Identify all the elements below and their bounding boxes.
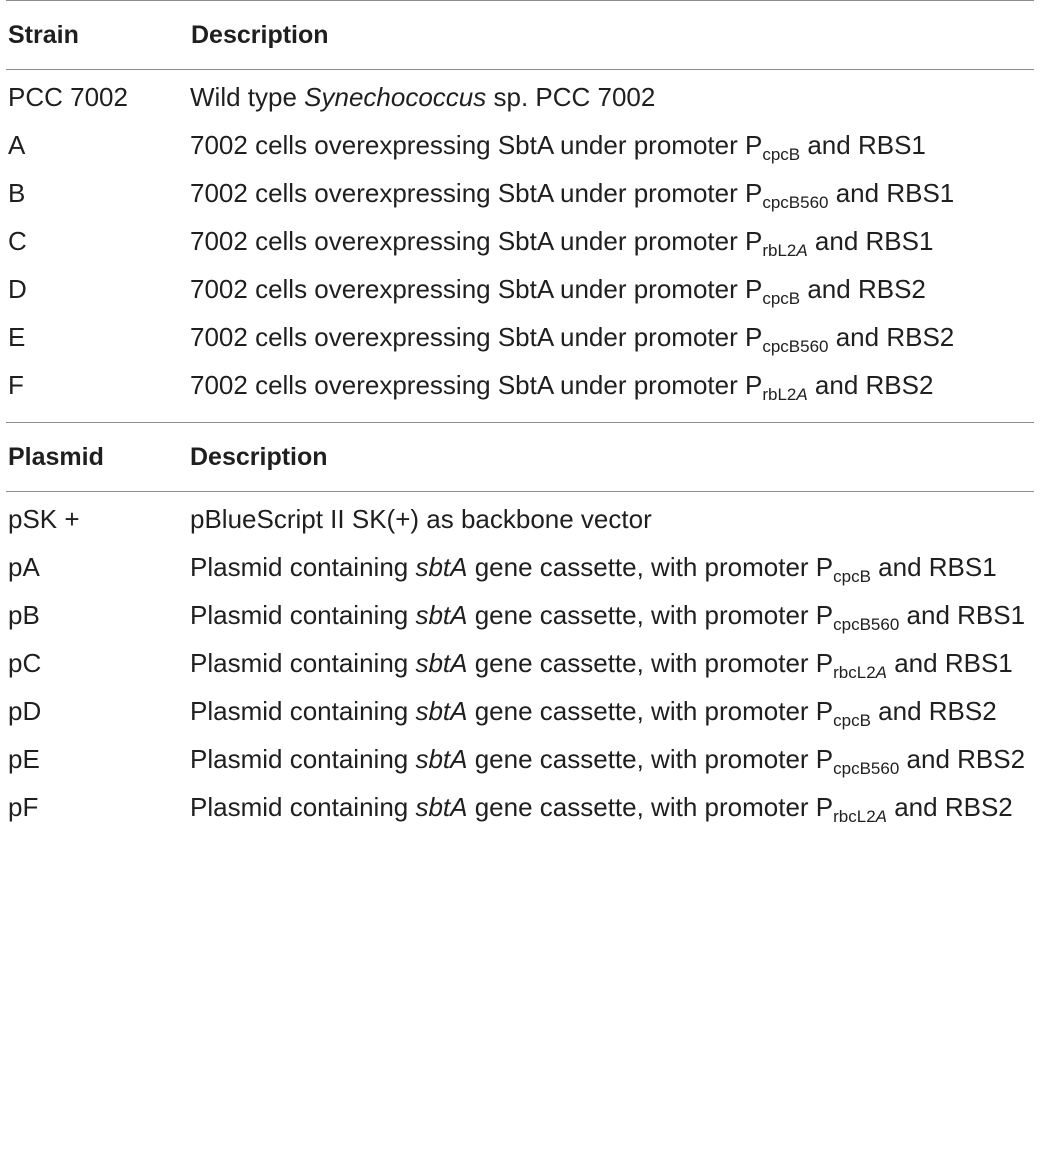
description-text: pBlueScript II SK(+) as backbone vector [190, 504, 652, 534]
strains-plasmids-table [6, 0, 1040, 826]
row-id: B [8, 178, 26, 208]
description-text: Plasmid containing [190, 600, 416, 630]
row-description [190, 500, 1040, 538]
table-row [6, 644, 1040, 682]
row-id: pC [8, 648, 42, 678]
description-text: 7002 cells overexpressing SbtA under promoter P [190, 178, 763, 208]
description-text: and RBS2 [828, 322, 955, 352]
description-text: and RBS1 [807, 226, 934, 256]
table-row [6, 740, 1040, 778]
description-italic: Synechococcus [304, 82, 487, 112]
row-description [190, 126, 1040, 164]
subscript-text: cpcB560 [762, 337, 829, 356]
subscript-text: cpcB560 [762, 193, 829, 212]
subscript-italic: A [875, 663, 887, 682]
table-row [6, 174, 1040, 212]
description-text: Plasmid containing [190, 552, 416, 582]
description-italic: sbtA [415, 600, 468, 630]
row-description [190, 548, 1040, 586]
description-text: and RBS2 [887, 792, 1013, 822]
promoter-subscript [762, 337, 828, 356]
description-italic: sbtA [415, 648, 468, 678]
description-text: gene cassette, with promoter P [467, 552, 834, 582]
table-row [6, 596, 1040, 634]
description-text: 7002 cells overexpressing SbtA under promoter P [190, 370, 763, 400]
description-text: and RBS2 [807, 370, 934, 400]
row-description [190, 644, 1040, 682]
description-italic: sbtA [415, 792, 468, 822]
subscript-text: cpcB [833, 711, 871, 730]
row-description [190, 174, 1040, 212]
subscript-text: rbcL2 [833, 807, 876, 826]
promoter-subscript [762, 193, 828, 212]
description-text: and RBS1 [887, 648, 1013, 678]
row-id: A [8, 130, 26, 160]
row-description [190, 78, 1040, 116]
subscript-text: cpcB [833, 567, 871, 586]
plasmid-header: Plasmid [8, 442, 104, 471]
subscript-text: cpcB [762, 289, 801, 308]
row-description [190, 596, 1040, 634]
description-text: and RBS2 [870, 696, 997, 726]
description-text: sp. PCC 7002 [486, 82, 656, 112]
strain-header-row [6, 1, 1040, 69]
row-id: D [8, 274, 27, 304]
table-row [6, 222, 1040, 260]
subscript-text: cpcB [762, 145, 801, 164]
strain-table-body [6, 70, 1040, 422]
row-id: F [8, 370, 24, 400]
row-description [190, 788, 1040, 826]
row-id: pE [8, 744, 40, 774]
table-row [6, 692, 1040, 730]
table-row [6, 788, 1040, 826]
subscript-text: rbL2 [762, 241, 797, 260]
promoter-subscript [833, 615, 899, 634]
description-text: and RBS1 [899, 600, 1026, 630]
subscript-italic: A [796, 385, 808, 404]
table-row [6, 78, 1040, 116]
description-text: and RBS2 [899, 744, 1026, 774]
strain-header: Strain [8, 20, 79, 49]
promoter-subscript [833, 663, 887, 682]
row-id: pD [8, 696, 42, 726]
description-text: Plasmid containing [190, 696, 416, 726]
description-text: and RBS1 [800, 130, 926, 160]
plasmid-description-header: Description [190, 442, 328, 471]
description-italic: sbtA [415, 552, 468, 582]
description-text: Plasmid containing [190, 648, 416, 678]
row-description [190, 366, 1040, 404]
description-text: gene cassette, with promoter P [467, 696, 834, 726]
subscript-italic: A [875, 807, 887, 826]
description-text: 7002 cells overexpressing SbtA under promoter P [190, 130, 763, 160]
row-id: pF [8, 792, 39, 822]
subscript-text: cpcB560 [833, 759, 900, 778]
promoter-subscript [762, 241, 807, 260]
promoter-subscript [762, 145, 800, 164]
promoter-subscript [833, 759, 899, 778]
strain-description-header: Description [191, 20, 329, 49]
promoter-subscript [762, 385, 807, 404]
description-text: and RBS1 [828, 178, 955, 208]
row-id: pA [8, 552, 40, 582]
promoter-subscript [833, 711, 871, 730]
description-text: 7002 cells overexpressing SbtA under promoter P [190, 226, 763, 256]
description-text: Wild type [190, 82, 305, 112]
description-text: gene cassette, with promoter P [467, 744, 834, 774]
row-id: pSK + [8, 504, 80, 534]
row-id: C [8, 226, 27, 256]
row-description [190, 222, 1040, 260]
plasmid-header-row [6, 423, 1040, 491]
row-id: pB [8, 600, 40, 630]
description-text: Plasmid containing [190, 744, 416, 774]
row-description [190, 740, 1040, 778]
description-italic: sbtA [415, 744, 468, 774]
description-text: 7002 cells overexpressing SbtA under promoter P [190, 274, 763, 304]
subscript-text: rbcL2 [833, 663, 876, 682]
row-description [190, 318, 1040, 356]
description-text: gene cassette, with promoter P [467, 648, 834, 678]
subscript-text: cpcB560 [833, 615, 900, 634]
table-row [6, 366, 1040, 404]
promoter-subscript [762, 289, 800, 308]
row-description [190, 270, 1040, 308]
subscript-italic: A [796, 241, 808, 260]
row-description [190, 692, 1040, 730]
plasmid-table-body [6, 492, 1040, 826]
table-row [6, 270, 1040, 308]
table-row [6, 126, 1040, 164]
row-id: PCC 7002 [8, 82, 128, 112]
description-text: Plasmid containing [190, 792, 416, 822]
description-text: gene cassette, with promoter P [467, 792, 834, 822]
promoter-subscript [833, 807, 887, 826]
row-id: E [8, 322, 26, 352]
table-row [6, 318, 1040, 356]
subscript-text: rbL2 [762, 385, 797, 404]
description-text: gene cassette, with promoter P [467, 600, 834, 630]
table-row [6, 500, 1040, 538]
table-row [6, 548, 1040, 586]
description-text: and RBS1 [870, 552, 997, 582]
description-text: and RBS2 [800, 274, 926, 304]
description-text: 7002 cells overexpressing SbtA under promoter P [190, 322, 763, 352]
promoter-subscript [833, 567, 871, 586]
description-italic: sbtA [415, 696, 468, 726]
